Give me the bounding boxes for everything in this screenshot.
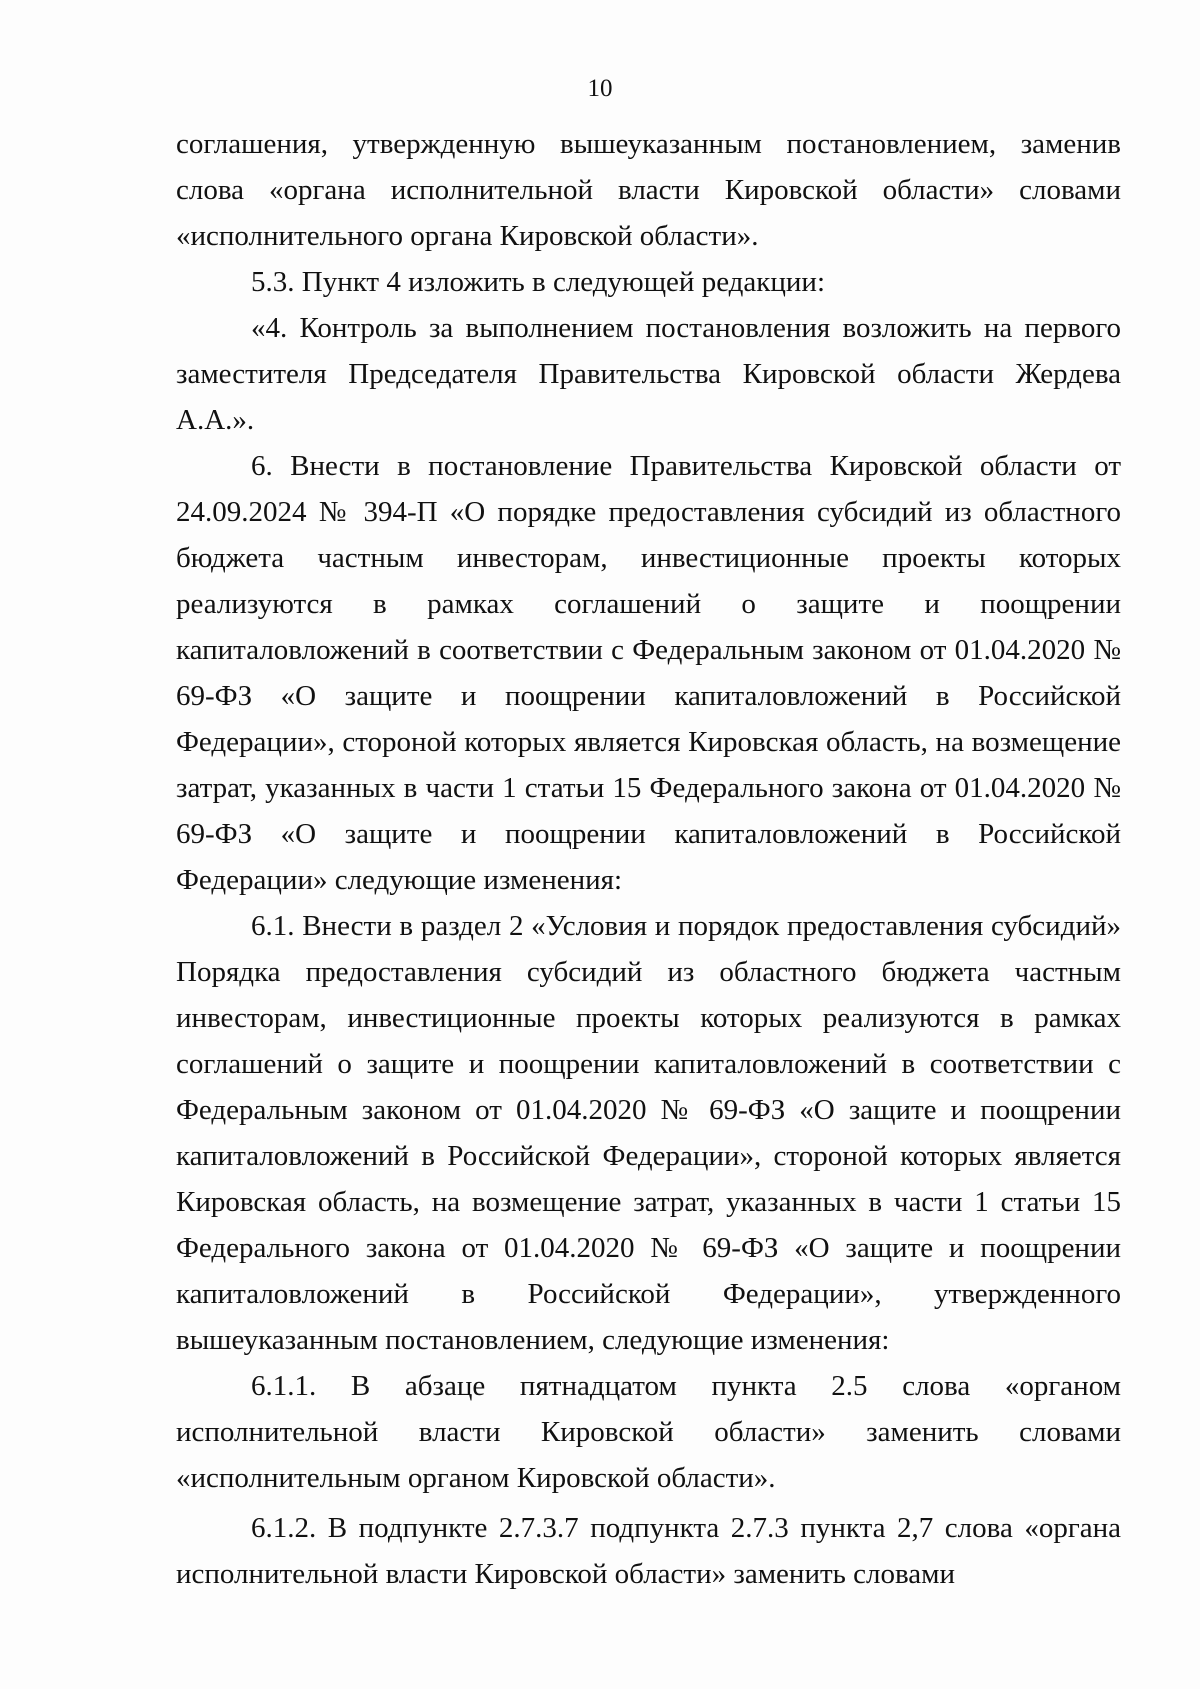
paragraph-continuation: соглашения, утвержденную вышеуказанным постановлением, заменив слова «органа исполнительной власти Кировской области» словами «исполнительного органа Кировской области». [176,128,1121,252]
paragraph-6-1-2: 6.1.2. В подпункте 2.7.3.7 подпункта 2.7.3 пункта 2,7 слова «органа исполнительной власти Кировской области» заменить словами [176,1512,1121,1590]
paragraph-6-1: 6.1. Внести в раздел 2 «Условия и порядок предоставления субсидий» Порядка предоставления субсидий из областного бюджета частным инвесторам, инвестиционные проекты которых реализуются в рамках соглашений о защите и поощрении капиталовложений в соответствии с Федеральным законом от 01.04.2020 № 69-ФЗ «О защите и поощрении капиталовложений в Российской Федерации», стороной которых является Кировская область, на возмещение затрат, указанных в части 1 статьи 15 Федерального закона от 01.04.2020 № 69-ФЗ «О защите и поощрении капиталовложений в Российской Федерации», утвержденного вышеуказанным постановлением, следующие изменения: [176,910,1121,1356]
paragraph-6: 6. Внести в постановление Правительства Кировской области от 24.09.2024 № 394-П «О порядке предоставления субсидий из областного бюджета частным инвесторам, инвестиционные проекты которых реализуются в рамках соглашений о защите и поощрении капиталовложений в соответствии с Федеральным законом от 01.04.2020 № 69-ФЗ «О защите и поощрении капиталовложений в Российской Федерации», стороной которых является Кировская область, на возмещение затрат, указанных в части 1 статьи 15 Федерального закона от 01.04.2020 № 69-ФЗ «О защите и поощрении капиталовложений в Российской Федерации» следующие изменения: [176,450,1121,896]
page-number: 10 [587,75,613,102]
paragraph-6-1-1: 6.1.1. В абзаце пятнадцатом пункта 2.5 слова «органом исполнительной власти Кировской области» заменить словами «исполнительным органом Кировской области». [176,1370,1121,1494]
paragraph-quote-4: «4. Контроль за выполнением постановления возложить на первого заместителя Председателя Правительства Кировской области Жердева А.А.». [176,312,1121,436]
document-body [176,121,1121,1597]
paragraph-5-3: 5.3. Пункт 4 изложить в следующей редакции: [251,266,826,298]
